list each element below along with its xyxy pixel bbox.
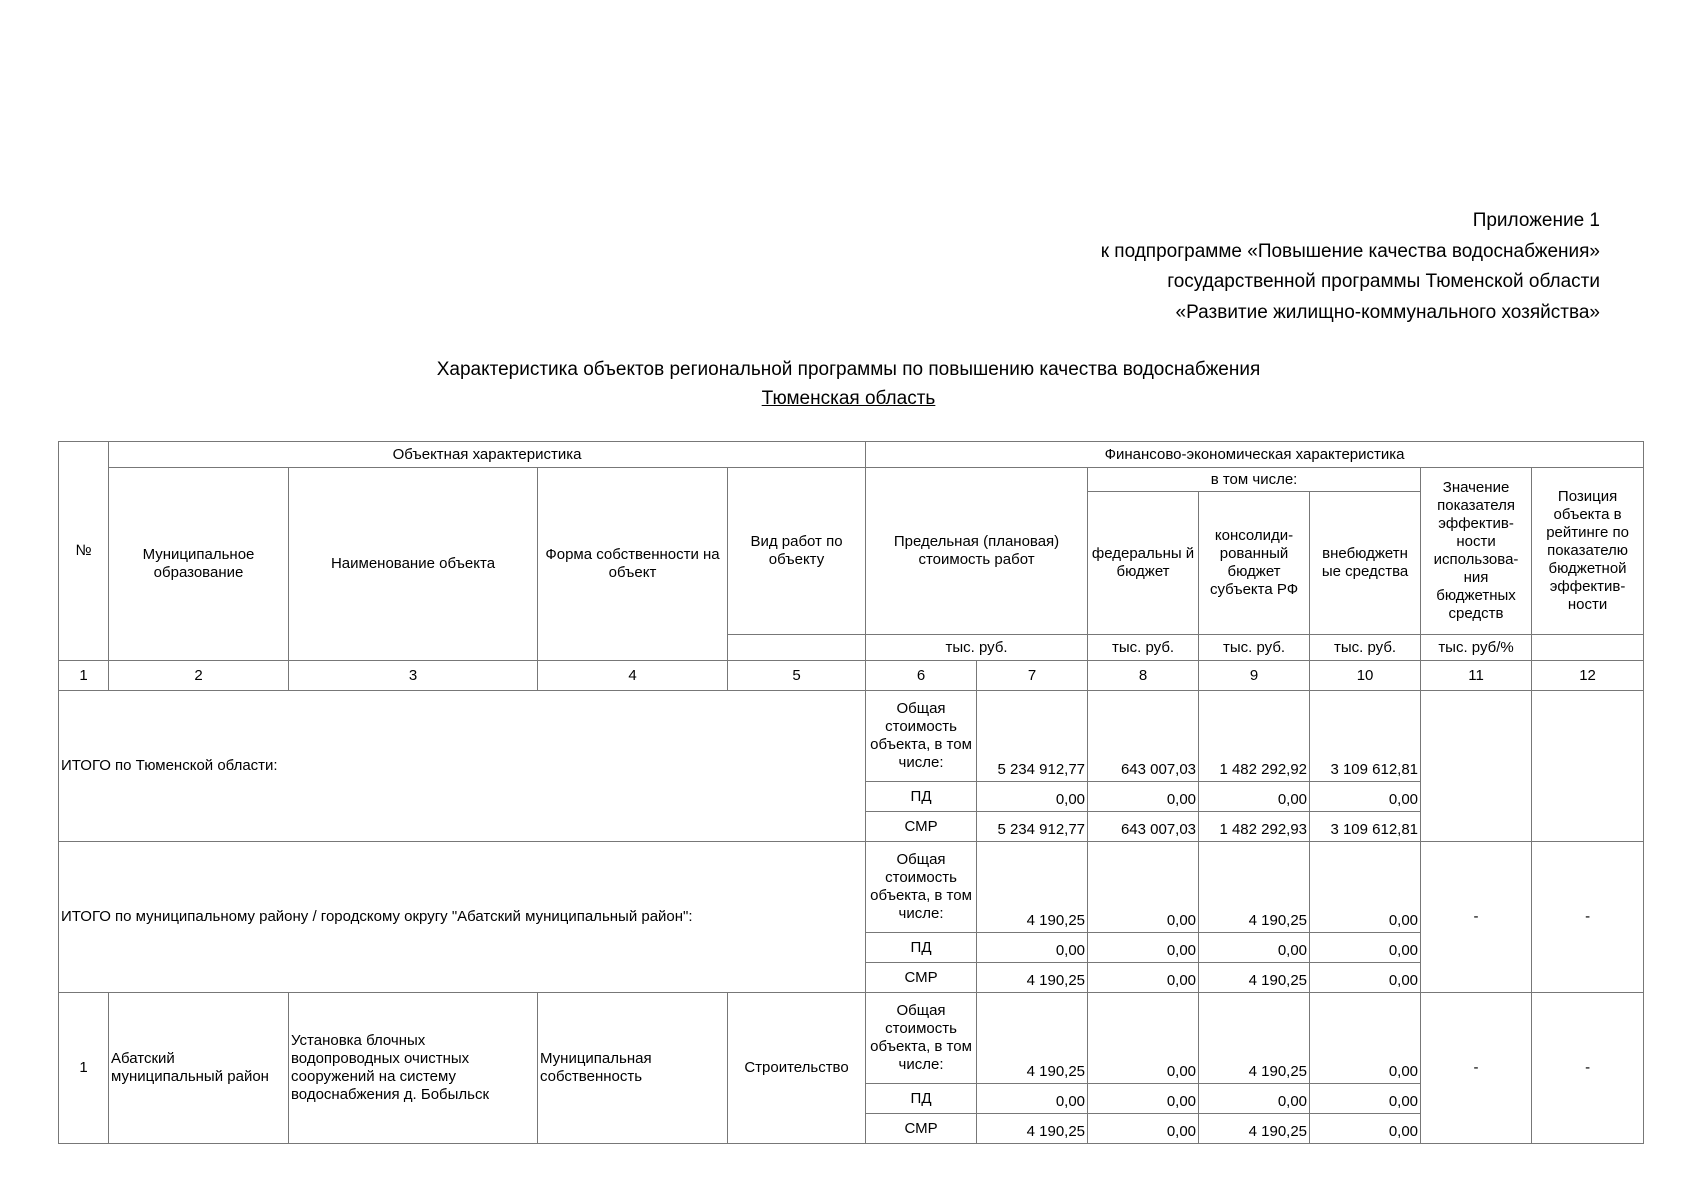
district-pd-extra: 0,00	[1310, 933, 1421, 963]
region-pd-consolidated: 0,00	[1199, 782, 1310, 812]
table-row-district-total	[59, 842, 1644, 933]
district-smr-federal: 0,00	[1088, 963, 1199, 993]
region-total-consolidated: 1 482 292,92	[1199, 691, 1310, 782]
appendix-note	[1101, 206, 1600, 328]
header-row-including	[59, 468, 1644, 492]
header-indicator: Значение показателя эффектив-ности использова-ния бюджетных средств	[1421, 468, 1532, 635]
total-cost-label: Общая стоимость объекта, в том числе:	[866, 993, 977, 1084]
region-total-federal: 643 007,03	[1088, 691, 1199, 782]
header-finance-group: Финансово-экономическая характеристика	[866, 442, 1644, 468]
region-smr-extra: 3 109 612,81	[1310, 812, 1421, 842]
smr-label: СМР	[866, 963, 977, 993]
header-unit-cost: тыс. руб.	[866, 635, 1088, 661]
district-total-rating: -	[1532, 842, 1644, 993]
object-1-total-extra: 0,00	[1310, 993, 1421, 1084]
district-total-cost: 4 190,25	[977, 842, 1088, 933]
object-1-pd-consolidated: 0,00	[1199, 1084, 1310, 1114]
region-total-cost: 5 234 912,77	[977, 691, 1088, 782]
object-1-pd-federal: 0,00	[1088, 1084, 1199, 1114]
object-1-name: Установка блочных водопроводных очистных сооружений на систему водоснабжения д. Бобыльск	[289, 993, 538, 1144]
col-number: 6	[866, 661, 977, 691]
object-1-smr-cost: 4 190,25	[977, 1114, 1088, 1144]
region-total-extra: 3 109 612,81	[1310, 691, 1421, 782]
header-unit-extra: тыс. руб.	[1310, 635, 1421, 661]
pd-label: ПД	[866, 782, 977, 812]
object-1-total-federal: 0,00	[1088, 993, 1199, 1084]
district-pd-federal: 0,00	[1088, 933, 1199, 963]
object-1-no: 1	[59, 993, 109, 1144]
region-pd-federal: 0,00	[1088, 782, 1199, 812]
total-cost-label: Общая стоимость объекта, в том числе:	[866, 691, 977, 782]
region-name: Тюменская область	[761, 388, 936, 409]
district-total-extra: 0,00	[1310, 842, 1421, 933]
col-number: 3	[289, 661, 538, 691]
col-number: 8	[1088, 661, 1199, 691]
district-total-label: ИТОГО по муниципальному району / городскому округу "Абатский муниципальный район":	[59, 842, 866, 993]
header-unit-rating	[1532, 635, 1644, 661]
appendix-line-3: государственной программы Тюменской области	[1167, 271, 1600, 292]
header-unit-federal: тыс. руб.	[1088, 635, 1199, 661]
table-row-object-1	[59, 993, 1644, 1084]
district-total-indicator: -	[1421, 842, 1532, 993]
header-including: в том числе:	[1088, 468, 1421, 492]
pd-label: ПД	[866, 1084, 977, 1114]
header-ownership: Форма собственности на объект	[538, 468, 728, 661]
object-1-work-type: Строительство	[728, 993, 866, 1144]
district-smr-consolidated: 4 190,25	[1199, 963, 1310, 993]
header-consolidated: консолиди-рованный бюджет субъекта РФ	[1199, 492, 1310, 635]
district-smr-extra: 0,00	[1310, 963, 1421, 993]
pd-label: ПД	[866, 933, 977, 963]
header-unit-indicator: тыс. руб/%	[1421, 635, 1532, 661]
object-1-smr-consolidated: 4 190,25	[1199, 1114, 1310, 1144]
object-1-indicator: -	[1421, 993, 1532, 1144]
header-work-type: Вид работ по объекту	[728, 468, 866, 635]
region-smr-federal: 643 007,03	[1088, 812, 1199, 842]
object-1-municipality: Абатский муниципальный район	[109, 993, 289, 1144]
object-1-rating: -	[1532, 993, 1644, 1144]
region-total-rating	[1532, 691, 1644, 842]
object-1-pd-cost: 0,00	[977, 1084, 1088, 1114]
region-smr-cost: 5 234 912,77	[977, 812, 1088, 842]
appendix-line-2: к подпрограмме «Повышение качества водоснабжения»	[1100, 240, 1600, 262]
column-numbers-row	[59, 661, 1644, 691]
smr-label: СМР	[866, 1114, 977, 1144]
table-row-region-total	[59, 691, 1644, 782]
col-number: 5	[728, 661, 866, 691]
district-pd-consolidated: 0,00	[1199, 933, 1310, 963]
col-number: 10	[1310, 661, 1421, 691]
object-1-total-cost: 4 190,25	[977, 993, 1088, 1084]
header-row-groups	[59, 442, 1644, 468]
object-1-ownership: Муниципальная собственность	[538, 993, 728, 1144]
col-number: 1	[59, 661, 109, 691]
title-text: Характеристика объектов региональной программы по повышению качества водоснабжения	[436, 359, 1261, 380]
header-no: №	[59, 442, 109, 661]
col-number: 7	[977, 661, 1088, 691]
appendix-line-4: «Развитие жилищно-коммунального хозяйства»	[1175, 301, 1600, 323]
col-number: 4	[538, 661, 728, 691]
object-1-total-consolidated: 4 190,25	[1199, 993, 1310, 1084]
header-federal: федеральны й бюджет	[1088, 492, 1199, 635]
object-1-pd-extra: 0,00	[1310, 1084, 1421, 1114]
header-unit-consolidated: тыс. руб.	[1199, 635, 1310, 661]
region-pd-cost: 0,00	[977, 782, 1088, 812]
region-smr-consolidated: 1 482 292,93	[1199, 812, 1310, 842]
district-total-consolidated: 4 190,25	[1199, 842, 1310, 933]
total-cost-label: Общая стоимость объекта, в том числе:	[866, 842, 977, 933]
object-1-smr-federal: 0,00	[1088, 1114, 1199, 1144]
region-total-label: ИТОГО по Тюменской области:	[59, 691, 866, 842]
header-cost: Предельная (плановая) стоимость работ	[866, 468, 1088, 635]
col-number: 12	[1532, 661, 1644, 691]
district-smr-cost: 4 190,25	[977, 963, 1088, 993]
region-total-indicator	[1421, 691, 1532, 842]
district-pd-cost: 0,00	[977, 933, 1088, 963]
document-title	[0, 355, 1697, 413]
objects-table	[58, 441, 1644, 1144]
smr-label: СМР	[866, 812, 977, 842]
header-work-type-unit	[728, 635, 866, 661]
header-object-name: Наименование объекта	[289, 468, 538, 661]
region-pd-extra: 0,00	[1310, 782, 1421, 812]
header-object-group: Объектная характеристика	[109, 442, 866, 468]
header-extra: внебюджетн ые средства	[1310, 492, 1421, 635]
appendix-line-1: Приложение 1	[1472, 210, 1600, 231]
district-total-federal: 0,00	[1088, 842, 1199, 933]
header-rating: Позиция объекта в рейтинге по показателю бюджетной эффектив-ности	[1532, 468, 1644, 635]
header-municipality: Муниципальное образование	[109, 468, 289, 661]
col-number: 9	[1199, 661, 1310, 691]
col-number: 2	[109, 661, 289, 691]
col-number: 11	[1421, 661, 1532, 691]
object-1-smr-extra: 0,00	[1310, 1114, 1421, 1144]
